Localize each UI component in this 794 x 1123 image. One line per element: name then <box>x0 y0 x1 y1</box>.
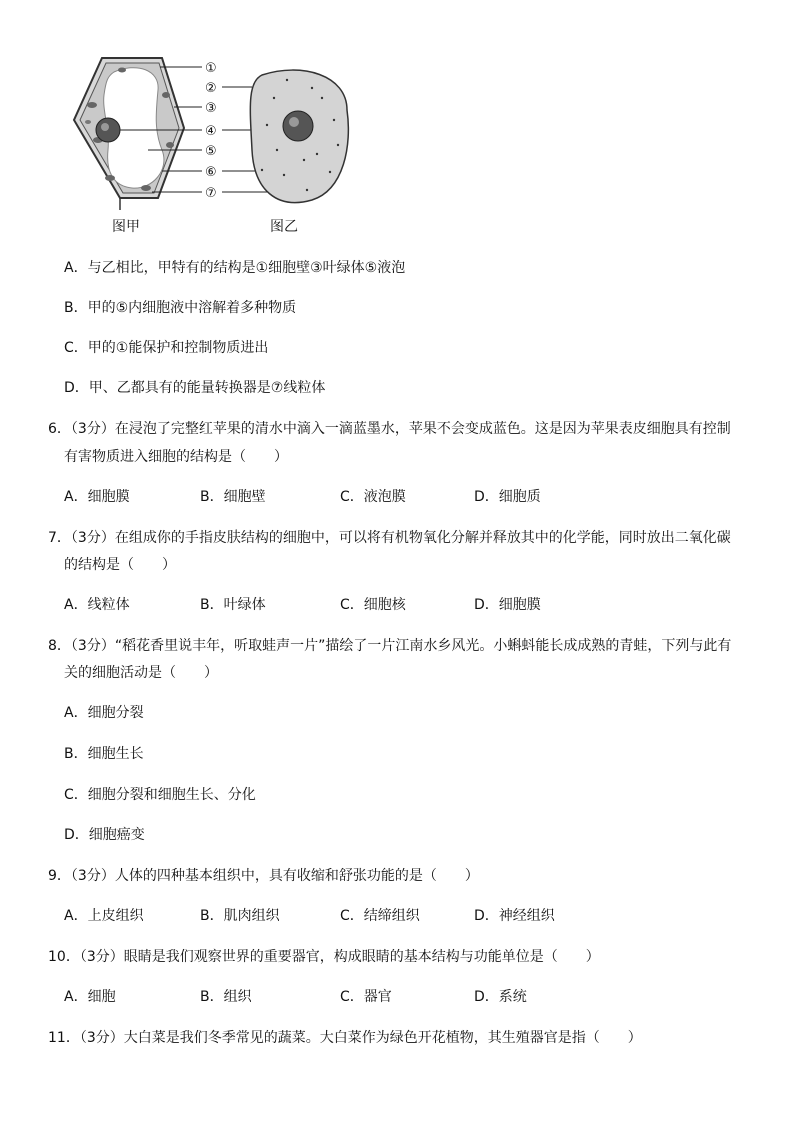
q5-option-b: B．甲的⑤内细胞液中溶解着多种物质 <box>64 300 297 316</box>
q6-option-d: D．细胞质 <box>474 489 541 505</box>
q9-option-a: A．上皮组织 <box>64 908 144 924</box>
animal-cell <box>250 70 348 202</box>
cell-diagram-svg <box>62 50 382 240</box>
q7-option-b: B．叶绿体 <box>200 597 266 613</box>
q11-stem: 11．（3分）大白菜是我们冬季常见的蔬菜。大白菜作为绿色开花植物，其生殖器官是指（ ） <box>48 1030 642 1046</box>
q8-stem-line2: 关的细胞活动是（ ） <box>64 665 218 681</box>
label-1: ① <box>205 61 217 76</box>
label-5: ⑤ <box>205 144 217 159</box>
q6-stem-line1: 6．（3分）在浸泡了完整红苹果的清水中滴入一滴蓝墨水，苹果不会变成蓝色。这是因为苹果表皮细胞具有控制 <box>48 421 731 437</box>
label-7: ⑦ <box>205 186 217 201</box>
cell-diagram-figure <box>62 50 382 240</box>
caption-figure-a: 图甲 <box>112 219 140 235</box>
q6-option-a: A．细胞膜 <box>64 489 130 505</box>
q10-option-d: D．系统 <box>474 989 527 1005</box>
q7-option-d: D．细胞膜 <box>474 597 541 613</box>
q5-option-a: A．与乙相比，甲特有的结构是①细胞壁③叶绿体⑤液泡 <box>64 260 406 276</box>
label-3: ③ <box>205 101 217 116</box>
q7-stem-line1: 7．（3分）在组成你的手指皮肤结构的细胞中，可以将有机物氧化分解并释放其中的化学能，同时放出二氧化碳 <box>48 530 731 546</box>
q9-option-d: D．神经组织 <box>474 908 555 924</box>
q5-option-c: C．甲的①能保护和控制物质进出 <box>64 340 269 356</box>
q6-stem-line2: 有害物质进入细胞的结构是（ ） <box>64 449 288 465</box>
q10-stem: 10．（3分）眼睛是我们观察世界的重要器官，构成眼睛的基本结构与功能单位是（ ） <box>48 949 600 965</box>
q10-option-c: C．器官 <box>340 989 392 1005</box>
label-4: ④ <box>205 124 217 139</box>
q9-option-c: C．结缔组织 <box>340 908 420 924</box>
q10-option-a: A．细胞 <box>64 989 116 1005</box>
q6-option-b: B．细胞壁 <box>200 489 266 505</box>
q8-option-a: A．细胞分裂 <box>64 705 144 721</box>
label-2: ② <box>205 81 217 96</box>
q8-option-c: C．细胞分裂和细胞生长、分化 <box>64 787 256 803</box>
plant-cell <box>74 58 184 210</box>
q8-stem-line1: 8．（3分）“稻花香里说丰年，听取蛙声一片”描绘了一片江南水乡风光。小蝌蚪能长成成熟的青蛙，下列与此有 <box>48 638 732 654</box>
q8-option-b: B．细胞生长 <box>64 746 144 762</box>
q7-option-a: A．线粒体 <box>64 597 130 613</box>
q7-option-c: C．细胞核 <box>340 597 406 613</box>
q5-option-d: D．甲、乙都具有的能量转换器是⑦线粒体 <box>64 380 326 396</box>
q7-stem-line2: 的结构是（ ） <box>64 557 176 573</box>
q10-option-b: B．组织 <box>200 989 252 1005</box>
q9-option-b: B．肌肉组织 <box>200 908 280 924</box>
q8-option-d: D．细胞癌变 <box>64 827 145 843</box>
q9-stem: 9．（3分）人体的四种基本组织中，具有收缩和舒张功能的是（ ） <box>48 868 479 884</box>
label-6: ⑥ <box>205 165 217 180</box>
caption-figure-b: 图乙 <box>270 219 298 235</box>
q6-option-c: C．液泡膜 <box>340 489 406 505</box>
